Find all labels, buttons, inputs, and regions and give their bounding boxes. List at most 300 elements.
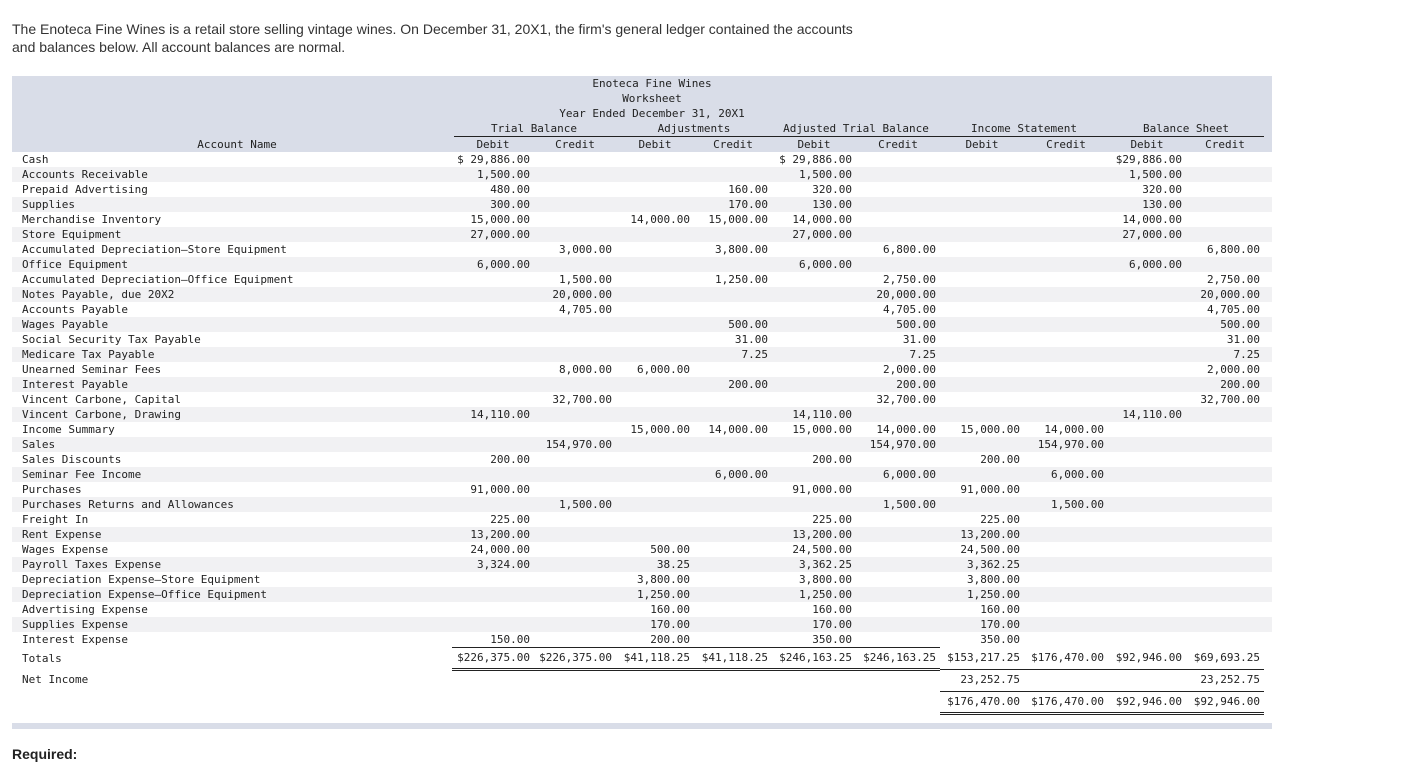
adj-credit-cell — [694, 497, 772, 512]
tb-credit-cell: 20,000.00 — [534, 287, 616, 302]
row-pad — [1264, 648, 1272, 670]
adj-credit-cell — [694, 392, 772, 407]
adj-debit-cell: 6,000.00 — [637, 363, 690, 376]
is-debit-cell — [940, 287, 1024, 302]
bs-credit-cell — [1186, 497, 1264, 512]
row-pad — [1264, 422, 1272, 437]
tb-credit-cell — [534, 587, 616, 602]
atb-debit-cell: 200.00 — [812, 453, 852, 466]
tb-debit-cell — [452, 437, 534, 452]
is-debit-cell — [940, 362, 1024, 377]
atb-credit-cell — [856, 542, 940, 557]
tb-credit-cell — [534, 347, 616, 362]
adj-credit-cell — [694, 572, 772, 587]
table-row — [12, 557, 1272, 572]
row-pad — [1264, 347, 1272, 362]
atb-debit-cell: 160.00 — [812, 603, 852, 616]
atb-debit-cell — [772, 377, 856, 392]
row-pad — [1264, 542, 1272, 557]
table-row — [12, 392, 1272, 407]
table-row — [12, 332, 1272, 347]
atb-debit-cell: 350.00 — [772, 632, 856, 648]
atb-credit-cell: 31.00 — [902, 333, 936, 346]
final-totals-row — [12, 691, 1272, 713]
atb-debit-cell: 15,000.00 — [792, 423, 852, 436]
row-pad — [1264, 152, 1272, 167]
account-name: Depreciation Expense—Store Equipment — [22, 573, 261, 586]
atb-debit-cell: 6,000.00 — [772, 257, 856, 272]
tb-debit-cell: 14,110.00 — [452, 407, 534, 422]
is-credit-cell — [1024, 242, 1108, 257]
adj-debit-cell: 500.00 — [650, 543, 690, 556]
worksheet — [12, 76, 1272, 729]
atb-credit-cell — [856, 602, 940, 617]
account-name: Depreciation Expense—Office Equipment — [12, 587, 452, 602]
row-pad — [1264, 182, 1272, 197]
group-trial-balance: Trial Balance — [490, 122, 578, 135]
bs-credit-cell: 2,000.00 — [1207, 363, 1260, 376]
adj-debit-cell: 3,800.00 — [637, 573, 690, 586]
bs-credit-cell — [1186, 152, 1264, 167]
tb-debit-cell — [452, 422, 534, 437]
account-name: Rent Expense — [12, 527, 452, 542]
account-name: Vincent Carbone, Drawing — [12, 407, 452, 422]
bs-credit-cell — [1186, 407, 1264, 422]
bs-debit-cell — [1108, 482, 1186, 497]
tb-debit-cell: 300.00 — [452, 197, 534, 212]
adj-credit-cell — [694, 512, 772, 527]
atb-debit-cell: $246,163.25 — [772, 648, 856, 670]
group-balance-sheet: Balance Sheet — [1142, 122, 1230, 135]
tb-debit-cell — [452, 602, 534, 617]
adj-debit-cell — [616, 227, 694, 242]
account-name: Supplies Expense — [12, 617, 452, 632]
atb-credit-cell: $246,163.25 — [856, 648, 940, 670]
table-row — [12, 542, 1272, 557]
account-name: Accounts Receivable — [12, 167, 452, 182]
bs-credit-cell — [1186, 602, 1264, 617]
bs-debit-cell: 1,500.00 — [1108, 167, 1186, 182]
adj-debit-cell — [616, 167, 694, 182]
is-credit-cell — [1024, 587, 1108, 602]
tb-credit-cell — [534, 167, 616, 182]
bs-debit-cell — [1108, 272, 1186, 287]
bs-debit-cell: 14,000.00 — [1122, 213, 1182, 226]
tb-credit-cell — [534, 377, 616, 392]
tb-credit-cell — [534, 670, 616, 692]
row-pad — [1264, 257, 1272, 272]
account-name: Unearned Seminar Fees — [22, 363, 162, 376]
account-name: Sales — [12, 437, 452, 452]
bs-credit-cell — [1186, 197, 1264, 212]
tb-debit-cell: 200.00 — [490, 453, 530, 466]
worksheet-footer-bar — [12, 723, 1272, 729]
adj-debit-cell — [616, 302, 694, 317]
bs-credit-cell — [1186, 482, 1264, 497]
row-pad — [1264, 587, 1272, 602]
account-name: Purchases Returns and Allowances — [12, 497, 452, 512]
tb-debit-cell — [452, 362, 534, 377]
bs-debit-cell — [1108, 527, 1186, 542]
bs-credit-cell — [1186, 182, 1264, 197]
row-pad — [1264, 392, 1272, 407]
is-credit-cell — [1024, 512, 1108, 527]
adj-debit-cell — [616, 691, 694, 713]
is-debit-cell — [940, 392, 1024, 407]
row-pad — [1264, 632, 1272, 648]
tb-debit-cell: $226,375.00 — [452, 648, 534, 670]
row-pad — [1264, 287, 1272, 302]
account-name: Accounts Payable — [22, 303, 128, 316]
is-debit-cell — [940, 437, 1024, 452]
adj-debit-cell — [616, 347, 694, 362]
adj-debit-cell — [616, 197, 694, 212]
bs-credit-cell — [1186, 587, 1264, 602]
bs-credit-cell: 4,705.00 — [1207, 303, 1260, 316]
row-pad — [1264, 602, 1272, 617]
bs-debit-cell — [1108, 542, 1186, 557]
tb-debit-cell — [452, 691, 534, 713]
is-credit-cell — [1024, 152, 1108, 167]
bs-credit-cell: 2,750.00 — [1207, 273, 1260, 286]
is-debit-cell — [940, 242, 1024, 257]
is-credit-cell — [1024, 302, 1108, 317]
adj-credit-cell — [694, 557, 772, 572]
is-debit-cell: 91,000.00 — [960, 483, 1020, 496]
tb-credit-cell — [534, 182, 616, 197]
atb-debit-cell: 1,500.00 — [772, 167, 856, 182]
adj-debit-cell — [616, 152, 694, 167]
adj-credit-cell — [694, 437, 772, 452]
bs-credit-cell: 7.25 — [1186, 347, 1264, 362]
bs-debit-cell — [1108, 317, 1186, 332]
tb-debit-cell: 24,000.00 — [470, 543, 530, 556]
bs-debit-cell: $92,946.00 — [1108, 691, 1186, 713]
is-debit-cell: 3,800.00 — [967, 573, 1020, 586]
table-row — [12, 632, 1272, 648]
worksheet-table — [12, 152, 1272, 715]
totals-row — [12, 648, 1272, 670]
tb-debit-cell — [452, 377, 534, 392]
adj-debit-cell — [616, 452, 694, 467]
account-name-header: Account Name — [197, 138, 277, 151]
tb-debit-cell — [452, 242, 534, 257]
atb-credit-cell: 154,970.00 — [856, 437, 940, 452]
atb-credit-cell — [856, 587, 940, 602]
intro-text — [12, 20, 992, 56]
adj-credit-header: Credit — [713, 138, 753, 151]
table-row — [12, 197, 1272, 212]
adj-debit-cell — [616, 392, 694, 407]
tb-debit-header: Debit — [476, 138, 510, 151]
table-row — [12, 272, 1272, 287]
adj-debit-cell — [616, 467, 694, 482]
atb-credit-cell — [856, 257, 940, 272]
atb-debit-cell: 3,362.25 — [772, 557, 856, 572]
table-row — [12, 167, 1272, 182]
tb-credit-cell — [534, 212, 616, 227]
is-credit-cell — [1024, 670, 1108, 692]
is-credit-cell — [1024, 377, 1108, 392]
table-row — [12, 257, 1272, 272]
is-debit-cell — [940, 257, 1024, 272]
adj-credit-cell — [694, 152, 772, 167]
atb-debit-cell — [772, 317, 856, 332]
adj-debit-cell: 14,000.00 — [630, 213, 690, 226]
tb-credit-cell — [534, 152, 616, 167]
table-row — [12, 362, 1272, 377]
bs-debit-cell: 27,000.00 — [1108, 227, 1186, 242]
adj-credit-cell: 15,000.00 — [708, 213, 768, 226]
row-pad — [1264, 467, 1272, 482]
tb-credit-cell: $226,375.00 — [534, 648, 616, 670]
tb-credit-cell: 32,700.00 — [552, 393, 612, 406]
row-pad — [1264, 167, 1272, 182]
table-row — [12, 377, 1272, 392]
account-name: Cash — [22, 153, 49, 166]
account-name: Prepaid Advertising — [22, 183, 148, 196]
atb-credit-cell — [856, 182, 940, 197]
atb-credit-cell: 2,750.00 — [883, 273, 936, 286]
tb-credit-cell — [534, 257, 616, 272]
bs-debit-cell — [1108, 617, 1186, 632]
is-credit-cell: 1,500.00 — [1024, 497, 1108, 512]
table-row — [12, 572, 1272, 587]
bs-debit-cell — [1108, 287, 1186, 302]
atb-credit-cell — [856, 482, 940, 497]
atb-credit-cell: 14,000.00 — [876, 423, 936, 436]
atb-credit-cell — [856, 617, 940, 632]
atb-debit-cell: 14,110.00 — [772, 407, 856, 422]
is-debit-cell: 350.00 — [980, 633, 1020, 647]
tb-credit-cell: 3,000.00 — [559, 243, 612, 256]
tb-credit-cell — [534, 557, 616, 572]
worksheet-title — [452, 76, 852, 121]
atb-credit-cell: 20,000.00 — [856, 287, 940, 302]
tb-debit-cell: $ 29,886.00 — [457, 153, 530, 166]
atb-credit-cell — [856, 670, 940, 692]
adj-credit-cell: 6,000.00 — [694, 467, 772, 482]
bs-credit-cell — [1186, 227, 1264, 242]
is-credit-cell — [1024, 257, 1108, 272]
tb-debit-cell — [452, 332, 534, 347]
atb-debit-cell: 320.00 — [812, 183, 852, 196]
bs-debit-cell — [1108, 302, 1186, 317]
tb-debit-cell — [452, 670, 534, 692]
tb-credit-cell — [534, 632, 616, 648]
tb-credit-cell — [534, 197, 616, 212]
atb-credit-cell — [856, 452, 940, 467]
atb-credit-cell — [856, 557, 940, 572]
bs-debit-cell — [1108, 557, 1186, 572]
atb-debit-cell — [772, 437, 856, 452]
adj-debit-cell — [616, 242, 694, 257]
is-debit-cell — [940, 347, 1024, 362]
bs-debit-cell: $92,946.00 — [1108, 648, 1186, 670]
group-adjusted-trial-balance: Adjusted Trial Balance — [783, 122, 929, 135]
bs-credit-cell — [1186, 542, 1264, 557]
bs-debit-cell — [1108, 632, 1186, 648]
bs-debit-cell — [1108, 347, 1186, 362]
bs-debit-header: Debit — [1130, 138, 1164, 151]
row-pad — [1264, 557, 1272, 572]
row-pad — [1264, 242, 1272, 257]
row-pad — [1264, 572, 1272, 587]
bs-credit-cell: 20,000.00 — [1186, 287, 1264, 302]
adj-debit-cell — [616, 272, 694, 287]
atb-debit-cell: 13,200.00 — [772, 527, 856, 542]
bs-credit-cell: 6,800.00 — [1207, 243, 1260, 256]
atb-debit-cell — [772, 272, 856, 287]
statement-name: Worksheet — [622, 92, 682, 105]
is-credit-header: Credit — [1046, 138, 1086, 151]
adj-credit-cell — [694, 482, 772, 497]
atb-debit-cell — [772, 670, 856, 692]
table-row — [12, 527, 1272, 542]
atb-credit-cell — [856, 632, 940, 648]
table-row — [12, 437, 1272, 452]
bs-debit-cell — [1108, 467, 1186, 482]
is-credit-cell: 154,970.00 — [1024, 437, 1108, 452]
intro-line-1: The Enoteca Fine Wines is a retail store selling vintage wines. On December 31, 20X1, the firm's general ledger contained the accounts — [12, 21, 853, 37]
adj-debit-cell — [616, 377, 694, 392]
table-row — [12, 212, 1272, 227]
tb-debit-cell — [452, 617, 534, 632]
account-name: Interest Expense — [22, 633, 128, 647]
adj-debit-cell: 38.25 — [616, 557, 694, 572]
adj-debit-cell — [616, 670, 694, 692]
atb-debit-cell — [772, 302, 856, 317]
tb-debit-cell — [452, 302, 534, 317]
is-debit-cell — [940, 467, 1024, 482]
is-debit-cell — [940, 302, 1024, 317]
atb-credit-cell — [856, 407, 940, 422]
bs-debit-cell — [1108, 587, 1186, 602]
tb-debit-cell — [452, 572, 534, 587]
is-credit-cell — [1024, 392, 1108, 407]
bs-credit-cell — [1186, 512, 1264, 527]
adj-credit-cell — [694, 527, 772, 542]
adj-credit-cell — [694, 670, 772, 692]
account-name: Social Security Tax Payable — [22, 333, 201, 346]
is-credit-cell — [1024, 572, 1108, 587]
tb-credit-cell — [534, 452, 616, 467]
table-row — [12, 407, 1272, 422]
is-credit-cell — [1024, 182, 1108, 197]
is-credit-cell: 6,000.00 — [1024, 467, 1108, 482]
row-pad — [1264, 452, 1272, 467]
bs-credit-cell — [1186, 557, 1264, 572]
adj-credit-cell — [694, 452, 772, 467]
adj-credit-cell — [694, 542, 772, 557]
is-debit-cell: 170.00 — [940, 617, 1024, 632]
adj-debit-cell: $41,118.25 — [616, 648, 694, 670]
atb-credit-cell: 6,000.00 — [856, 467, 940, 482]
tb-debit-cell: 150.00 — [452, 632, 534, 648]
is-debit-cell — [940, 317, 1024, 332]
is-credit-cell — [1024, 212, 1108, 227]
is-debit-cell: 1,250.00 — [940, 587, 1024, 602]
tb-credit-cell — [534, 467, 616, 482]
bs-debit-cell — [1108, 332, 1186, 347]
is-credit-cell — [1024, 272, 1108, 287]
adj-credit-cell — [694, 691, 772, 713]
bs-credit-cell: 32,700.00 — [1200, 393, 1260, 406]
is-credit-cell — [1024, 197, 1108, 212]
tb-debit-cell: 91,000.00 — [470, 483, 530, 496]
adj-credit-cell: 14,000.00 — [708, 423, 768, 436]
atb-debit-cell — [772, 691, 856, 713]
bs-credit-cell: 31.00 — [1226, 333, 1260, 346]
tb-credit-cell — [534, 227, 616, 242]
tb-credit-cell — [534, 602, 616, 617]
adj-credit-cell — [694, 602, 772, 617]
table-row — [12, 287, 1272, 302]
bs-credit-cell: 500.00 — [1186, 317, 1264, 332]
is-debit-cell: 24,500.00 — [960, 543, 1020, 556]
atb-debit-cell: 14,000.00 — [792, 213, 852, 226]
atb-credit-cell — [856, 691, 940, 713]
table-row — [12, 512, 1272, 527]
row-pad — [1264, 691, 1272, 713]
is-credit-cell — [1024, 347, 1108, 362]
row-pad — [1264, 272, 1272, 287]
account-name: Freight In — [22, 513, 89, 526]
is-debit-header: Debit — [965, 138, 999, 151]
atb-debit-cell: 225.00 — [812, 513, 852, 526]
adj-debit-cell — [616, 257, 694, 272]
atb-credit-header: Credit — [878, 138, 918, 151]
row-pad — [1264, 332, 1272, 347]
tb-credit-cell — [534, 422, 616, 437]
account-name: Accumulated Depreciation—Store Equipment — [22, 243, 287, 256]
adj-debit-cell — [616, 287, 694, 302]
bs-credit-cell — [1186, 467, 1264, 482]
group-adjustments: Adjustments — [657, 122, 731, 135]
bs-credit-cell: $69,693.25 — [1186, 648, 1264, 670]
is-credit-cell — [1024, 452, 1108, 467]
bs-credit-cell: 200.00 — [1186, 377, 1264, 392]
tb-credit-cell: 154,970.00 — [534, 437, 616, 452]
adj-debit-header: Debit — [638, 138, 672, 151]
bs-debit-cell: 130.00 — [1108, 197, 1186, 212]
atb-debit-cell: 130.00 — [772, 197, 856, 212]
adj-debit-cell — [616, 482, 694, 497]
tb-credit-cell — [534, 542, 616, 557]
bs-debit-cell — [1108, 362, 1186, 377]
tb-debit-cell: 27,000.00 — [452, 227, 534, 242]
row-pad — [1264, 212, 1272, 227]
atb-debit-cell: 27,000.00 — [772, 227, 856, 242]
row-pad — [1264, 197, 1272, 212]
account-name: Interest Payable — [12, 377, 452, 392]
atb-credit-cell — [856, 512, 940, 527]
adj-credit-cell — [694, 617, 772, 632]
is-debit-cell — [940, 332, 1024, 347]
atb-debit-cell — [772, 497, 856, 512]
atb-credit-cell: 6,800.00 — [883, 243, 936, 256]
group-income-statement: Income Statement — [971, 122, 1077, 135]
atb-debit-cell — [772, 242, 856, 257]
tb-credit-cell — [534, 572, 616, 587]
atb-credit-cell — [856, 227, 940, 242]
adj-debit-cell — [616, 497, 694, 512]
table-row — [12, 617, 1272, 632]
atb-credit-cell — [856, 527, 940, 542]
adj-credit-cell: 500.00 — [694, 317, 772, 332]
is-debit-cell — [940, 167, 1024, 182]
row-pad — [1264, 482, 1272, 497]
